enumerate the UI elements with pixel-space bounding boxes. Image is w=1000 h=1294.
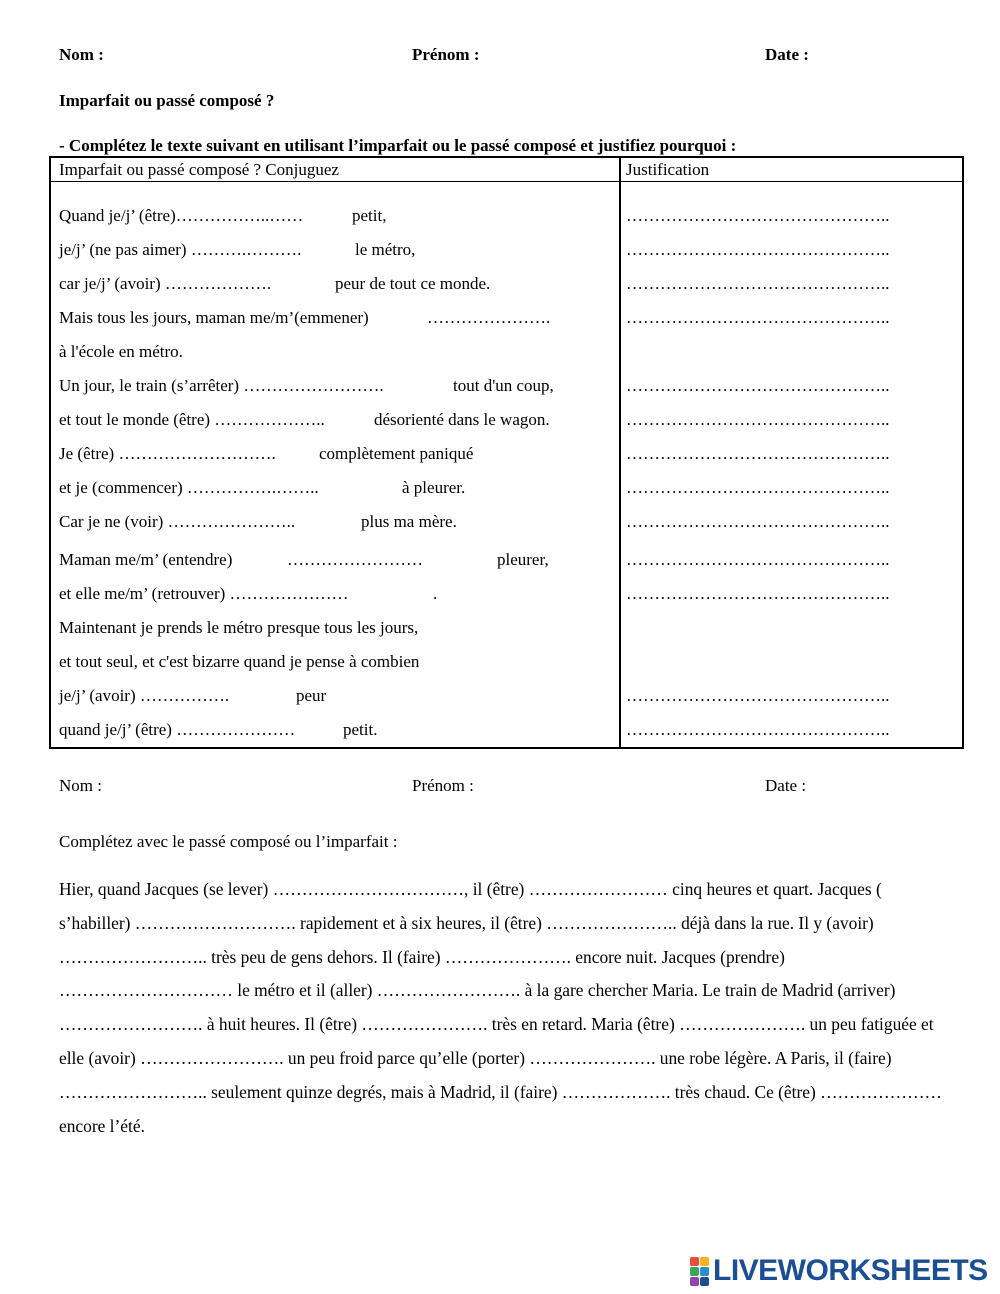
date-label-2: Date : [765, 776, 807, 795]
table-row-15-part-1: je/j’ (avoir) ……………. [59, 686, 230, 705]
table-row-9-part-2: à pleurer. [402, 478, 466, 497]
table-row-3-part-2: peur de tout ce monde. [335, 274, 491, 293]
table-header-divider [51, 181, 962, 182]
table-row-1-part-2: petit, [352, 206, 387, 225]
justification-line: ……………………………………….. [626, 584, 890, 603]
justification-line: ……………………………………….. [626, 550, 890, 569]
table-row-8-part-1: Je (être) ………………………. [59, 444, 276, 463]
logo-text: LIVEWORKSHEETS [713, 1254, 988, 1287]
date-label: Date : [765, 45, 809, 64]
justification-line: ……………………………………….. [626, 274, 890, 293]
table-row-11-part-3: pleurer, [497, 550, 549, 569]
logo-square [700, 1277, 709, 1286]
table-row-10-part-1: Car je ne (voir) ………………….. [59, 512, 296, 531]
table-row-15-part-2: peur [296, 686, 327, 705]
table-row-5-part-1: à l'école en métro. [59, 342, 183, 361]
table-row-14-part-1: et tout seul, et c'est bizarre quand je pense à combien [59, 652, 420, 671]
justification-line: ……………………………………….. [626, 686, 890, 705]
table-row-4-part-2: …………………. [427, 308, 551, 327]
firstname-label: Prénom : [412, 45, 480, 64]
table-row-11-part-2: …………………… [287, 550, 423, 569]
logo-square [690, 1277, 699, 1286]
table-row-16-part-2: petit. [343, 720, 378, 739]
justification-line: ……………………………………….. [626, 478, 890, 497]
exercise2-instruction: Complétez avec le passé composé ou l’imparfait : [59, 832, 398, 851]
name-label: Nom : [59, 45, 104, 64]
table-row-6-part-2: tout d'un coup, [453, 376, 554, 395]
table-row-7-part-1: et tout le monde (être) ……………….. [59, 410, 325, 429]
table-row-3-part-1: car je/j’ (avoir) ………………. [59, 274, 272, 293]
col2-header: Justification [626, 160, 710, 179]
table-row-10-part-2: plus ma mère. [361, 512, 457, 531]
table-row-2-part-1: je/j’ (ne pas aimer) ……….………. [59, 240, 302, 259]
justification-line: ……………………………………….. [626, 308, 890, 327]
logo-square [700, 1267, 709, 1276]
justification-line: ……………………………………….. [626, 376, 890, 395]
table-row-16-part-1: quand je/j’ (être) ………………… [59, 720, 296, 739]
logo-square [690, 1267, 699, 1276]
table-row-8-part-2: complètement paniqué [319, 444, 474, 463]
justification-line: ……………………………………….. [626, 240, 890, 259]
justification-line: ……………………………………….. [626, 206, 890, 225]
table-row-6-part-1: Un jour, le train (s’arrêter) ……………………. [59, 376, 384, 395]
table-column-divider [619, 158, 621, 747]
table-row-1-part-1: Quand je/j’ (être)……………..…… [59, 206, 304, 225]
table-row-9-part-1: et je (commencer) …………….…….. [59, 478, 319, 497]
exercise2-paragraph: Hier, quand Jacques (se lever) ……………………………, il (être) …………………… cinq heures et quart. Jacques ( s’habiller) ………………………. rapidement et à six heures, il (être) ………………….. déjà dans la rue. Il y (avoir) …………………….. très peu de gens dehors. Il (faire) …………………. encore nuit. Jacques (prendre) ………………………… le métro et il (aller) ……………………. à la gare chercher Maria. Le train de Madrid (arriver) ……………………. à huit heures. Il (être) …………………. très en retard. Maria (être) …………………. un peu fatiguée et elle (avoir) ……………………. un peu froid parce qu’elle (porter) …………………. une robe légère. A Paris, il (faire) …………………….. seulement quinze degrés, mais à Madrid, il (faire) ………………. très chaud. Ce (être) ………………… encore l’été. [59, 879, 942, 1136]
firstname-label-2: Prénom : [412, 776, 474, 795]
table-row-12-part-2: . [433, 584, 438, 603]
worksheet-title: Imparfait ou passé composé ? [59, 91, 275, 110]
logo-square [690, 1257, 699, 1266]
justification-line: ……………………………………….. [626, 410, 890, 429]
instruction: - Complétez le texte suivant en utilisant l’imparfait ou le passé composé et justifiez pourquoi : [59, 136, 737, 155]
table-row-2-part-2: le métro, [355, 240, 416, 259]
table-row-11-part-1: Maman me/m’ (entendre) [59, 550, 233, 569]
justification-line: ……………………………………….. [626, 720, 890, 739]
col1-header: Imparfait ou passé composé ? Conjuguez [59, 160, 339, 179]
name-label-2: Nom : [59, 776, 102, 795]
liveworksheets-logo [690, 1254, 988, 1288]
justification-line: ……………………………………….. [626, 444, 890, 463]
logo-square [700, 1257, 709, 1266]
table-row-4-part-1: Mais tous les jours, maman me/m’(emmener) [59, 308, 369, 327]
table-row-12-part-1: et elle me/m’ (retrouver) ………………… [59, 584, 349, 603]
justification-line: ……………………………………….. [626, 512, 890, 531]
table-row-13-part-1: Maintenant je prends le métro presque tous les jours, [59, 618, 419, 637]
table-row-7-part-2: désorienté dans le wagon. [374, 410, 550, 429]
logo-icon [690, 1257, 709, 1286]
